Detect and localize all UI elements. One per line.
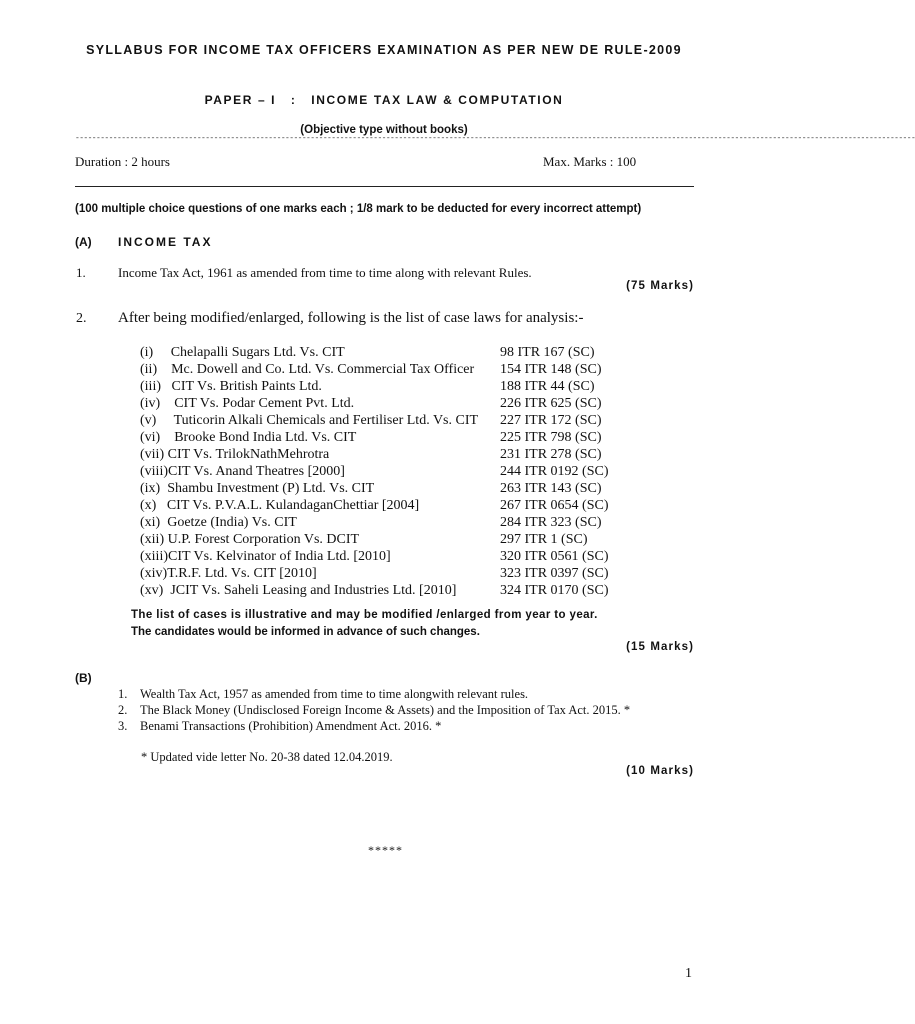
item-1-text: Income Tax Act, 1961 as amended from time to time along with relevant Rules.	[118, 265, 532, 280]
list-item-text: Wealth Tax Act, 1957 as amended from time to time alongwith relevant rules.	[140, 687, 529, 701]
section-a-title: INCOME TAX	[118, 235, 213, 249]
list-item-text: Benami Transactions (Prohibition) Amendment Act. 2016. *	[140, 719, 442, 733]
case-name: (iv) CIT Vs. Podar Cement Pvt. Ltd.	[140, 396, 355, 411]
case-name: (viii)CIT Vs. Anand Theatres [2000]	[140, 464, 345, 479]
case-name: (xiii)CIT Vs. Kelvinator of India Ltd. [2010]	[140, 549, 391, 564]
case-citation: 324 ITR 0170 (SC)	[500, 583, 609, 598]
list-item-number: 1.	[118, 687, 128, 701]
case-name: (i) Chelapalli Sugars Ltd. Vs. CIT	[140, 345, 345, 360]
paper-subtitle: (Objective type without books)	[300, 124, 468, 136]
case-citation: 154 ITR 148 (SC)	[500, 362, 602, 377]
case-row	[140, 361, 630, 378]
item-2-number: 2.	[76, 311, 87, 326]
case-citation: 263 ITR 143 (SC)	[500, 481, 602, 496]
item-2-marks: (15 Marks)	[626, 641, 694, 653]
case-row	[140, 565, 630, 582]
page-number: 1	[685, 966, 692, 981]
paper-heading: PAPER – I : INCOME TAX LAW & COMPUTATION	[204, 93, 564, 107]
exam-instructions: (100 multiple choice questions of one marks each ; 1/8 mark to be deducted for every incorrect attempt)	[75, 203, 642, 215]
update-footnote: * Updated vide letter No. 20-38 dated 12.04.2019.	[141, 750, 393, 764]
case-row	[140, 446, 630, 463]
duration-text: Duration : 2 hours	[75, 154, 170, 169]
case-row	[140, 378, 630, 395]
case-name: (ii) Mc. Dowell and Co. Ltd. Vs. Commercial Tax Officer	[140, 362, 475, 377]
case-citation: 323 ITR 0397 (SC)	[500, 566, 609, 581]
case-row	[140, 480, 630, 497]
list-item-number: 2.	[118, 703, 128, 717]
case-row	[140, 497, 630, 514]
case-name: (xi) Goetze (India) Vs. CIT	[140, 515, 297, 530]
case-row	[140, 531, 630, 548]
dashed-separator: --------------------------------------------------------------------------------------------------------------------------------------------------------------------------------------------------------	[75, 134, 915, 143]
list-item-text: The Black Money (Undisclosed Foreign Income & Assets) and the Imposition of Tax Act. 2015. *	[140, 703, 631, 717]
section-b-marks: (10 Marks)	[626, 765, 694, 777]
case-citation: 226 ITR 625 (SC)	[500, 396, 602, 411]
case-row	[140, 429, 630, 446]
case-name: (vi) Brooke Bond India Ltd. Vs. CIT	[140, 430, 357, 445]
case-row	[140, 582, 630, 599]
case-citation: 225 ITR 798 (SC)	[500, 430, 602, 445]
case-row	[140, 395, 630, 412]
case-citation: 227 ITR 172 (SC)	[500, 413, 602, 428]
case-citation: 98 ITR 167 (SC)	[500, 345, 595, 360]
case-law-list	[140, 344, 630, 599]
case-row	[140, 412, 630, 429]
item-2-text: After being modified/enlarged, following is the list of case laws for analysis:-	[118, 310, 584, 326]
case-citation: 320 ITR 0561 (SC)	[500, 549, 609, 564]
item-1-number: 1.	[76, 265, 86, 280]
case-citation: 188 ITR 44 (SC)	[500, 379, 595, 394]
case-row	[140, 548, 630, 565]
case-citation: 284 ITR 323 (SC)	[500, 515, 602, 530]
case-name: (xii) U.P. Forest Corporation Vs. DCIT	[140, 532, 360, 547]
case-citation: 231 ITR 278 (SC)	[500, 447, 602, 462]
case-name: (vii) CIT Vs. TrilokNathMehrotra	[140, 447, 330, 462]
max-marks-text: Max. Marks : 100	[543, 154, 637, 169]
case-name: (xiv)T.R.F. Ltd. Vs. CIT [2010]	[140, 566, 317, 581]
case-name: (v) Tuticorin Alkali Chemicals and Fertiliser Ltd. Vs. CIT	[140, 413, 479, 428]
list-item-number: 3.	[118, 719, 128, 733]
document-title: SYLLABUS FOR INCOME TAX OFFICERS EXAMINATION AS PER NEW DE RULE-2009	[86, 43, 682, 57]
section-a-label: (A)	[75, 235, 92, 249]
case-list-note-2: The candidates would be informed in advance of such changes.	[131, 626, 480, 638]
horizontal-rule	[75, 186, 694, 187]
case-name: (x) CIT Vs. P.V.A.L. KulandaganChettiar [2004]	[140, 498, 420, 513]
case-name: (xv) JCIT Vs. Saheli Leasing and Industries Ltd. [2010]	[140, 583, 457, 598]
item-1-marks: (75 Marks)	[626, 280, 694, 292]
case-citation: 267 ITR 0654 (SC)	[500, 498, 609, 513]
case-row	[140, 344, 630, 361]
case-list-note: The list of cases is illustrative and may be modified /enlarged from year to year.	[131, 609, 598, 621]
case-name: (ix) Shambu Investment (P) Ltd. Vs. CIT	[140, 481, 375, 496]
case-name: (iii) CIT Vs. British Paints Ltd.	[140, 379, 322, 394]
case-citation: 244 ITR 0192 (SC)	[500, 464, 609, 479]
case-citation: 297 ITR 1 (SC)	[500, 532, 588, 547]
section-b-label: (B)	[75, 671, 92, 685]
case-row	[140, 514, 630, 531]
end-separator: *****	[368, 843, 403, 857]
case-row	[140, 463, 630, 480]
